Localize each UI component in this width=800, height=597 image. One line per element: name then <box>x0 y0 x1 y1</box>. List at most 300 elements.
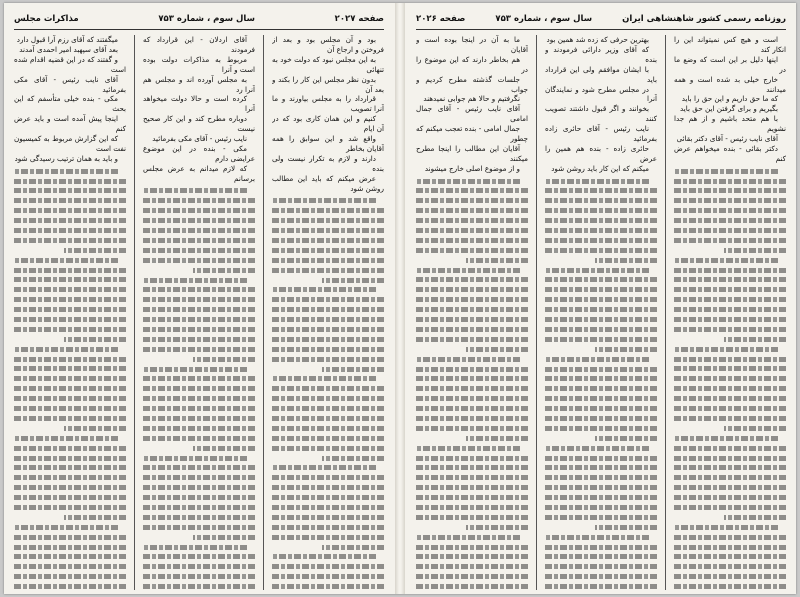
text-line-placeholder <box>416 208 528 213</box>
text-line-placeholder <box>143 297 255 302</box>
text-line-placeholder <box>272 515 384 520</box>
text-line-placeholder <box>143 287 255 292</box>
text-line-placeholder <box>14 485 126 490</box>
text-line-placeholder <box>272 248 384 253</box>
text-line-placeholder <box>674 416 786 421</box>
text-line-placeholder <box>724 337 786 342</box>
right-columns <box>416 35 786 590</box>
text-line-placeholder <box>14 406 126 411</box>
text-line-placeholder <box>545 505 657 510</box>
text-line-placeholder <box>416 188 528 193</box>
text-line: آقای نایب رئیس - آقای مکی بفرمائید <box>14 74 126 94</box>
right-column-1 <box>674 35 786 590</box>
text-line-placeholder <box>674 396 786 401</box>
text-line-placeholder <box>545 268 649 273</box>
column-divider <box>134 35 135 590</box>
text-line-placeholder <box>416 475 528 480</box>
text-line-placeholder <box>545 337 657 342</box>
text-line-placeholder <box>724 248 786 253</box>
text-line-placeholder <box>545 554 657 559</box>
text-line-placeholder <box>416 386 528 391</box>
text-line-placeholder <box>545 327 657 332</box>
text-line-placeholder <box>14 179 126 184</box>
text-line-placeholder <box>272 396 384 401</box>
right-page-header <box>416 11 786 30</box>
column-divider <box>665 35 666 590</box>
text-line-placeholder <box>14 198 126 203</box>
text-line-placeholder <box>416 515 528 520</box>
text-line: دوباره مطرح کند و این کار صحیح نیست <box>143 114 255 134</box>
text-line-placeholder <box>272 347 384 352</box>
text-line-placeholder <box>14 317 126 322</box>
text-line-placeholder <box>595 347 657 352</box>
text-line: عرض میکنم که باید این مطالب روشن شود <box>272 173 384 193</box>
text-line-placeholder <box>272 436 384 441</box>
text-line-placeholder <box>416 277 528 282</box>
text-line-placeholder <box>14 386 126 391</box>
text-line-placeholder <box>674 386 786 391</box>
text-line-placeholder <box>143 515 255 520</box>
text-line-placeholder <box>14 347 118 352</box>
text-line-placeholder <box>545 188 657 193</box>
text-line-placeholder <box>272 426 384 431</box>
text-line-placeholder <box>674 327 786 332</box>
text-line: کنیم و این همان کاری بود که در آن ایام <box>272 114 384 134</box>
text-line: با ایشان موافقم ولی این قرارداد باید <box>545 64 657 84</box>
text-line-placeholder <box>674 179 786 184</box>
column-divider <box>263 35 264 590</box>
text-line-placeholder <box>416 416 528 421</box>
text-line-placeholder <box>416 307 528 312</box>
text-line-placeholder <box>545 376 657 381</box>
text-line-placeholder <box>143 386 255 391</box>
text-line-placeholder <box>143 574 255 579</box>
text-line-placeholder <box>14 545 126 550</box>
text-line-placeholder <box>674 307 786 312</box>
text-line-placeholder <box>545 465 657 470</box>
text-line-placeholder <box>322 545 384 550</box>
text-line-placeholder <box>466 347 528 352</box>
text-line-placeholder <box>674 268 786 273</box>
text-line-placeholder <box>143 495 255 500</box>
text-line-placeholder <box>416 545 528 550</box>
text-line: و از موضوع اصلی خارج میشوند <box>424 163 520 173</box>
text-line-placeholder <box>143 238 255 243</box>
right-publication-title: روزنامه رسمی کشور شاهنشاهی ایران <box>622 14 786 24</box>
text-line-placeholder <box>545 515 657 520</box>
text-line-placeholder <box>272 376 376 381</box>
text-line-placeholder <box>416 248 528 253</box>
text-line-placeholder <box>724 426 786 431</box>
text-line-placeholder <box>416 238 528 243</box>
text-line-placeholder <box>674 376 786 381</box>
text-line-placeholder <box>416 287 528 292</box>
text-line-placeholder <box>674 297 786 302</box>
text-line-placeholder <box>416 574 528 579</box>
text-line: بود و آن مجلس بود و بعد از فروختن و ارجاع آن <box>272 35 384 54</box>
text-line-placeholder <box>416 327 528 332</box>
text-line-placeholder <box>143 347 255 352</box>
text-line-placeholder <box>143 564 255 569</box>
text-line-placeholder <box>674 456 786 461</box>
text-line-placeholder <box>674 198 786 203</box>
text-line-placeholder <box>545 367 657 372</box>
text-line-placeholder <box>674 564 786 569</box>
text-line-placeholder <box>416 228 528 233</box>
text-line-placeholder <box>14 554 126 559</box>
text-line-placeholder <box>272 268 384 273</box>
text-line-placeholder <box>143 307 255 312</box>
text-line-placeholder <box>143 396 255 401</box>
text-line-placeholder <box>674 485 786 490</box>
text-line-placeholder <box>416 198 528 203</box>
text-line: جمال امامی - بنده تعجب میکنم که چطور <box>416 124 528 144</box>
text-line-placeholder <box>545 208 657 213</box>
left-page-number: صفحه ۲۰۲۷ <box>334 14 384 24</box>
text-line-placeholder <box>14 268 126 273</box>
text-line-placeholder <box>272 297 384 302</box>
text-line-placeholder <box>416 465 528 470</box>
right-issue-info: سال سوم ، شماره ۷۵۳ <box>495 14 593 24</box>
text-line-placeholder <box>14 297 126 302</box>
text-line-placeholder <box>545 248 657 253</box>
text-line-placeholder <box>143 376 255 381</box>
text-line-placeholder <box>14 446 126 451</box>
text-line-placeholder <box>416 495 528 500</box>
text-line-placeholder <box>272 584 384 589</box>
text-line-placeholder <box>272 258 384 263</box>
text-line-placeholder <box>272 416 384 421</box>
text-line-placeholder <box>674 287 786 292</box>
text-line-placeholder <box>545 297 657 302</box>
text-line-placeholder <box>143 337 255 342</box>
text-line-placeholder <box>674 188 786 193</box>
text-line-placeholder <box>143 248 255 253</box>
text-line-placeholder <box>143 198 255 203</box>
text-line-placeholder <box>14 535 126 540</box>
text-line-placeholder <box>193 357 255 362</box>
left-page-header <box>14 11 384 30</box>
column-divider <box>536 35 537 590</box>
text-line-placeholder <box>674 545 786 550</box>
text-line-placeholder <box>416 535 520 540</box>
text-line-placeholder <box>545 564 657 569</box>
text-line-placeholder <box>64 337 126 342</box>
text-line-placeholder <box>322 278 384 283</box>
text-line-placeholder <box>272 485 384 490</box>
text-line-placeholder <box>545 426 657 431</box>
text-line-placeholder <box>545 228 657 233</box>
text-line-placeholder <box>14 574 126 579</box>
text-line-placeholder <box>545 545 657 550</box>
text-line-placeholder <box>545 456 657 461</box>
text-line-placeholder <box>64 248 126 253</box>
text-line-placeholder <box>143 584 255 589</box>
text-line: اینها دلیل بر این است که وضع ما در <box>674 54 786 74</box>
text-line-placeholder <box>416 584 528 589</box>
text-line-placeholder <box>674 218 786 223</box>
left-section-title: مذاکرات مجلس <box>14 14 79 24</box>
text-line-placeholder <box>272 307 384 312</box>
text-line: و گفتند که در این قضیه اقدام شده است <box>14 54 126 74</box>
text-line-placeholder <box>272 465 376 470</box>
text-line: ما به آن در اینجا بوده است و آقایان <box>416 35 528 54</box>
text-line-placeholder <box>322 367 384 372</box>
text-line-placeholder <box>466 258 528 263</box>
text-line-placeholder <box>272 337 384 342</box>
text-line-placeholder <box>272 535 384 540</box>
text-line-placeholder <box>545 357 649 362</box>
text-line-placeholder <box>545 238 657 243</box>
text-line: قرارداد را به مجلس بیاورند و ما آنرا تصویب <box>272 94 384 114</box>
text-line-placeholder <box>674 317 786 322</box>
text-line-placeholder <box>272 357 384 362</box>
text-line-placeholder <box>545 406 657 411</box>
text-line: جلسات گذشته مطرح کردیم و جواب <box>416 74 528 94</box>
text-line-placeholder <box>674 475 786 480</box>
text-line-placeholder <box>143 505 255 510</box>
text-line-placeholder <box>674 535 786 540</box>
text-line-placeholder <box>193 446 255 451</box>
text-line-placeholder <box>674 584 786 589</box>
text-line-placeholder <box>272 505 384 510</box>
text-line-placeholder <box>143 475 255 480</box>
text-line-placeholder <box>143 258 255 263</box>
text-line-placeholder <box>416 218 528 223</box>
text-line-placeholder <box>416 554 528 559</box>
text-line-placeholder <box>143 327 255 332</box>
text-line-placeholder <box>14 218 126 223</box>
right-page-number: صفحه ۲۰۲۶ <box>416 14 466 24</box>
text-line-placeholder <box>272 495 384 500</box>
text-line-placeholder <box>416 376 528 381</box>
text-line-placeholder <box>14 327 126 332</box>
text-line-placeholder <box>674 525 778 530</box>
text-line-placeholder <box>674 347 778 352</box>
text-line-placeholder <box>674 277 786 282</box>
text-line-placeholder <box>674 169 778 174</box>
text-line-placeholder <box>14 287 126 292</box>
text-line-placeholder <box>545 396 657 401</box>
text-line: بهترین حرفی که زده شد همین بود <box>546 35 649 44</box>
text-line-placeholder <box>724 515 786 520</box>
text-line-placeholder <box>193 268 255 273</box>
text-line-placeholder <box>416 396 528 401</box>
text-line: مکی - بنده در این موضوع عرایضی دارم <box>143 143 255 163</box>
right-page <box>406 3 796 594</box>
text-line-placeholder <box>14 188 126 193</box>
text-line: مکی - بنده خیلی متأسفم که این بحث <box>14 94 126 114</box>
text-line-placeholder <box>595 525 657 530</box>
text-line-placeholder <box>416 367 528 372</box>
text-line-placeholder <box>143 317 255 322</box>
text-line-placeholder <box>595 258 657 263</box>
text-line-placeholder <box>143 554 255 559</box>
text-line-placeholder <box>545 277 657 282</box>
text-line-placeholder <box>674 228 786 233</box>
text-line-placeholder <box>143 426 255 431</box>
text-line-placeholder <box>545 307 657 312</box>
text-line-placeholder <box>545 535 649 540</box>
text-line-placeholder <box>674 406 786 411</box>
text-line-placeholder <box>14 495 126 500</box>
text-line-placeholder <box>272 327 384 332</box>
text-line-placeholder <box>272 564 384 569</box>
text-line-placeholder <box>272 218 384 223</box>
text-line-placeholder <box>416 337 528 342</box>
text-line-placeholder <box>545 416 657 421</box>
text-line: بگیریم و برای گرفتن این حق باید <box>680 104 778 114</box>
text-line-placeholder <box>416 564 528 569</box>
text-line-placeholder <box>595 436 657 441</box>
text-line-placeholder <box>14 465 126 470</box>
text-line-placeholder <box>272 574 384 579</box>
text-line-placeholder <box>14 277 126 282</box>
text-line-placeholder <box>674 574 786 579</box>
text-line: است و هیچ کس نمیتواند این را انکار کند <box>674 35 786 54</box>
text-line: بعد آقای سپهبد امیر احمدی آمدند <box>19 44 118 54</box>
text-line-placeholder <box>674 465 786 470</box>
text-line-placeholder <box>143 278 247 283</box>
text-line: دکتر بقائی - بنده میخواهم عرض کنم <box>674 143 786 163</box>
text-line: میگفتند که آقای رزم آرا قبول دارد <box>16 35 118 44</box>
text-line-placeholder <box>14 564 126 569</box>
text-line-placeholder <box>545 317 657 322</box>
text-line: میکنم که این کار باید روشن شود <box>551 163 649 173</box>
text-line-placeholder <box>143 465 255 470</box>
text-line-placeholder <box>14 456 126 461</box>
text-line-placeholder <box>143 525 255 530</box>
text-line-placeholder <box>143 416 255 421</box>
text-line: خارج خیلی بد شده است و همه میدانند <box>674 74 786 94</box>
right-column-2 <box>545 35 657 590</box>
text-line-placeholder <box>143 218 255 223</box>
text-line-placeholder <box>416 179 520 184</box>
left-column-1 <box>272 35 384 590</box>
text-line-placeholder <box>674 554 786 559</box>
text-line-placeholder <box>416 297 528 302</box>
text-line-placeholder <box>272 525 384 530</box>
text-line-placeholder <box>14 436 118 441</box>
text-line-placeholder <box>143 188 247 193</box>
text-line: حائری زاده - بنده هم همین را عرض <box>545 143 657 163</box>
text-line-placeholder <box>272 554 376 559</box>
text-line: اینجا پیش آمده است و باید عرض کنم <box>14 114 126 134</box>
text-line-placeholder <box>143 545 247 550</box>
text-line: که این گزارش مربوط به کمیسیون نفت است <box>14 134 126 153</box>
page-gutter <box>395 3 405 594</box>
text-line-placeholder <box>545 179 649 184</box>
left-column-2 <box>143 35 255 590</box>
text-line-placeholder <box>14 169 118 174</box>
text-line-placeholder <box>545 574 657 579</box>
text-line-placeholder <box>272 475 384 480</box>
text-line-placeholder <box>466 436 528 441</box>
text-line: با هم متحد باشیم و از هم جدا نشویم <box>674 114 786 134</box>
text-line: دارند و لازم به تکرار نیست ولی بنده <box>272 153 384 173</box>
text-line-placeholder <box>272 406 384 411</box>
text-line-placeholder <box>14 238 126 243</box>
text-line: مربوط به مذاکرات دولت بوده است و آنرا <box>143 54 255 74</box>
text-line-placeholder <box>272 446 384 451</box>
text-line-placeholder <box>272 198 376 203</box>
text-line-placeholder <box>545 218 657 223</box>
text-line-placeholder <box>416 485 528 490</box>
text-line-placeholder <box>674 495 786 500</box>
text-line-placeholder <box>64 426 126 431</box>
text-line-placeholder <box>143 456 247 461</box>
text-line: که ما حق داریم و این حق را باید <box>681 94 778 104</box>
text-line-placeholder <box>143 208 255 213</box>
text-line: به این مجلس نبود که دولت خود به تنهائی <box>272 54 384 74</box>
text-line-placeholder <box>416 426 528 431</box>
text-line-placeholder <box>466 525 528 530</box>
text-line: واقع شد و این سوابق را همه آقایان بخاطر <box>272 134 384 153</box>
text-line-placeholder <box>143 485 255 490</box>
text-line-placeholder <box>14 396 126 401</box>
text-line: بخوانند و اگر قبول داشتند تصویب کنند <box>545 104 657 124</box>
right-column-3 <box>416 35 528 590</box>
text-line: و باید به همان ترتیب رسیدگی شود <box>14 153 118 163</box>
text-line-placeholder <box>416 505 528 510</box>
text-line: آقای اردلان - این قرارداد که فرمودند <box>143 35 255 54</box>
text-line-placeholder <box>416 456 528 461</box>
text-line-placeholder <box>143 436 255 441</box>
text-line-placeholder <box>14 505 126 510</box>
text-line-placeholder <box>322 456 384 461</box>
newspaper-spread <box>4 3 796 594</box>
text-line-placeholder <box>416 446 520 451</box>
left-columns <box>14 35 384 590</box>
text-line-placeholder <box>545 495 657 500</box>
text-line-placeholder <box>674 357 786 362</box>
text-line: که لازم میدانم به عرض مجلس برسانم <box>143 163 255 183</box>
text-line: نایب رئیس - آقای حائری زاده بفرمائید <box>545 124 657 144</box>
text-line-placeholder <box>674 505 786 510</box>
text-line-placeholder <box>272 287 376 292</box>
text-line-placeholder <box>545 386 657 391</box>
text-line-placeholder <box>193 535 255 540</box>
text-line-placeholder <box>416 357 520 362</box>
left-issue-info: سال سوم ، شماره ۷۵۳ <box>158 14 255 24</box>
text-line-placeholder <box>545 475 657 480</box>
text-line: هم بخاطر دارند که این موضوع را در <box>416 54 528 74</box>
text-line: به مجلس آورده اند و مجلس هم آنرا رد <box>143 74 255 94</box>
text-line-placeholder <box>545 198 657 203</box>
text-line-placeholder <box>64 515 126 520</box>
text-line: آقای نایب رئیس - آقای جمال امامی <box>416 104 528 124</box>
text-line-placeholder <box>674 238 786 243</box>
text-line-placeholder <box>14 208 126 213</box>
text-line-placeholder <box>14 376 126 381</box>
text-line-placeholder <box>416 406 528 411</box>
left-column-3 <box>14 35 126 590</box>
text-line: نگرفتیم و حالا هم جوابی نمیدهند <box>423 94 520 104</box>
text-line-placeholder <box>272 208 384 213</box>
text-line-placeholder <box>14 525 118 530</box>
text-line-placeholder <box>674 366 786 371</box>
text-line: کرده است و حالا دولت میخواهد آنرا <box>143 94 255 114</box>
text-line: آقای نایب رئیس - آقای دکتر بقائی <box>676 134 778 144</box>
text-line-placeholder <box>545 485 657 490</box>
text-line-placeholder <box>14 307 126 312</box>
text-line-placeholder <box>143 367 247 372</box>
text-line-placeholder <box>14 584 126 589</box>
text-line-placeholder <box>416 268 520 273</box>
text-line-placeholder <box>545 584 657 589</box>
text-line-placeholder <box>674 208 786 213</box>
text-line: آقایان این مطالب را اینجا مطرح میکنند <box>416 143 528 163</box>
